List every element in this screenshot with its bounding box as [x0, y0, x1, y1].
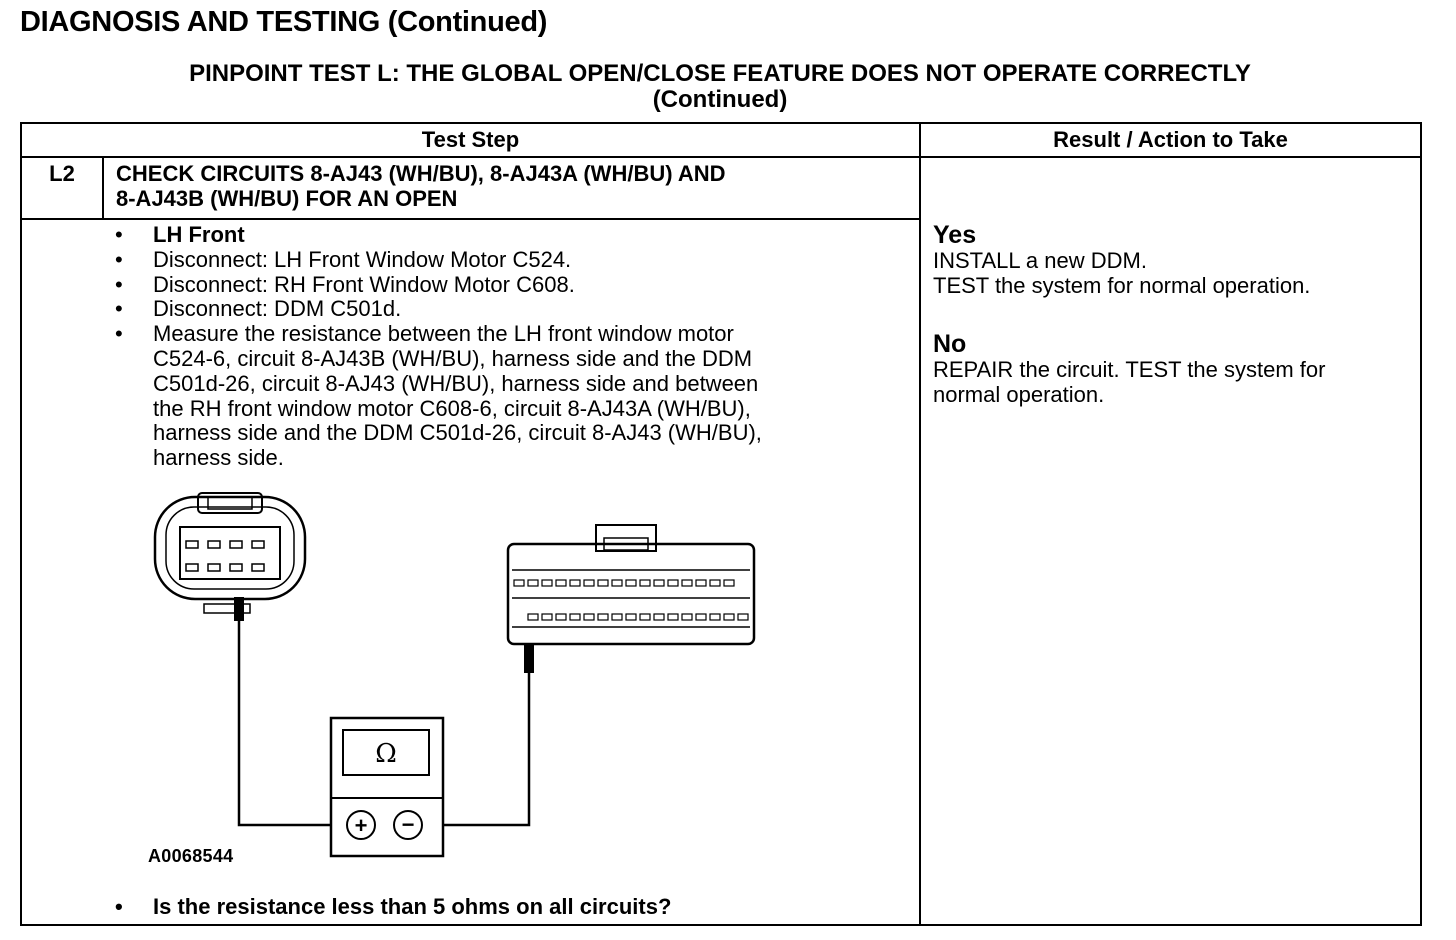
bullet-icon: • — [115, 271, 123, 297]
result-no — [933, 331, 1413, 408]
no-action-1: REPAIR the circuit. TEST the system for — [933, 357, 1326, 382]
table-border-left — [20, 122, 22, 926]
step-id-divider — [102, 156, 104, 220]
table-border-right — [1420, 122, 1422, 926]
yes-label: Yes — [933, 221, 977, 249]
header-test-step: Test Step — [421, 127, 520, 152]
list-item: • LH Front — [115, 222, 245, 247]
list-item: • Measure the resistance between the LH front window motor C524-6, circuit 8-AJ43B (WH/BU), harness side and the DDM C501d-26, circuit 8-AJ43 (WH/BU), harness side and between the RH front window motor C608-6, circuit 8-AJ43A (WH/BU), harness side and the DDM C501d-26, circuit 8-AJ43 (WH/BU), harness side. — [115, 321, 762, 471]
step-title-line-2: 8-AJ43B (WH/BU) FOR AN OPEN — [116, 186, 458, 211]
step-id: L2 — [49, 161, 75, 186]
test-question: • Is the resistance less than 5 ohms on all circuits? — [115, 894, 672, 919]
step-title-divider — [20, 218, 921, 220]
yes-action-2: TEST the system for normal operation. — [933, 272, 1311, 298]
step-title-line-1: CHECK CIRCUITS 8-AJ43 (WH/BU), 8-AJ43A (WH/BU) AND — [116, 161, 726, 186]
figure-id: A0068544 — [148, 846, 234, 866]
bullet-icon: • — [115, 222, 123, 247]
header-divider — [20, 156, 1422, 158]
table-border-top — [20, 122, 1422, 124]
step-title — [116, 161, 906, 211]
resistance-test-diagram — [140, 480, 780, 880]
window-motor-connector — [155, 493, 305, 613]
ohm-symbol: Ω — [375, 739, 397, 769]
table-border-bottom — [20, 924, 1422, 926]
positive-terminal-icon: + — [354, 813, 368, 838]
negative-terminal-icon: − — [401, 812, 415, 837]
list-item: • Disconnect: LH Front Window Motor C524. — [115, 246, 572, 272]
list-item: • Disconnect: DDM C501d. — [115, 296, 402, 322]
pinpoint-test-heading-continued: (Continued) — [652, 86, 788, 113]
pinpoint-test-heading: PINPOINT TEST L: THE GLOBAL OPEN/CLOSE FEATURE DOES NOT OPERATE CORRECTLY — [189, 60, 1251, 87]
column-divider — [919, 122, 921, 926]
page-title: DIAGNOSIS AND TESTING (Continued) — [20, 6, 548, 38]
bullet-icon: • — [115, 321, 123, 347]
ddm-connector — [508, 525, 754, 644]
result-yes — [933, 222, 1413, 299]
bullet-icon: • — [115, 296, 123, 322]
no-label: No — [933, 330, 967, 358]
header-result-action: Result / Action to Take — [1053, 127, 1288, 152]
yes-action-1: INSTALL a new DDM. — [933, 248, 1147, 273]
list-item: • Disconnect: RH Front Window Motor C608. — [115, 271, 575, 297]
procedure-list — [115, 223, 905, 471]
bullet-icon: • — [115, 894, 123, 919]
bullet-icon: • — [115, 246, 123, 272]
no-action-2: normal operation. — [933, 381, 1105, 407]
test-lead-positive — [235, 598, 345, 825]
